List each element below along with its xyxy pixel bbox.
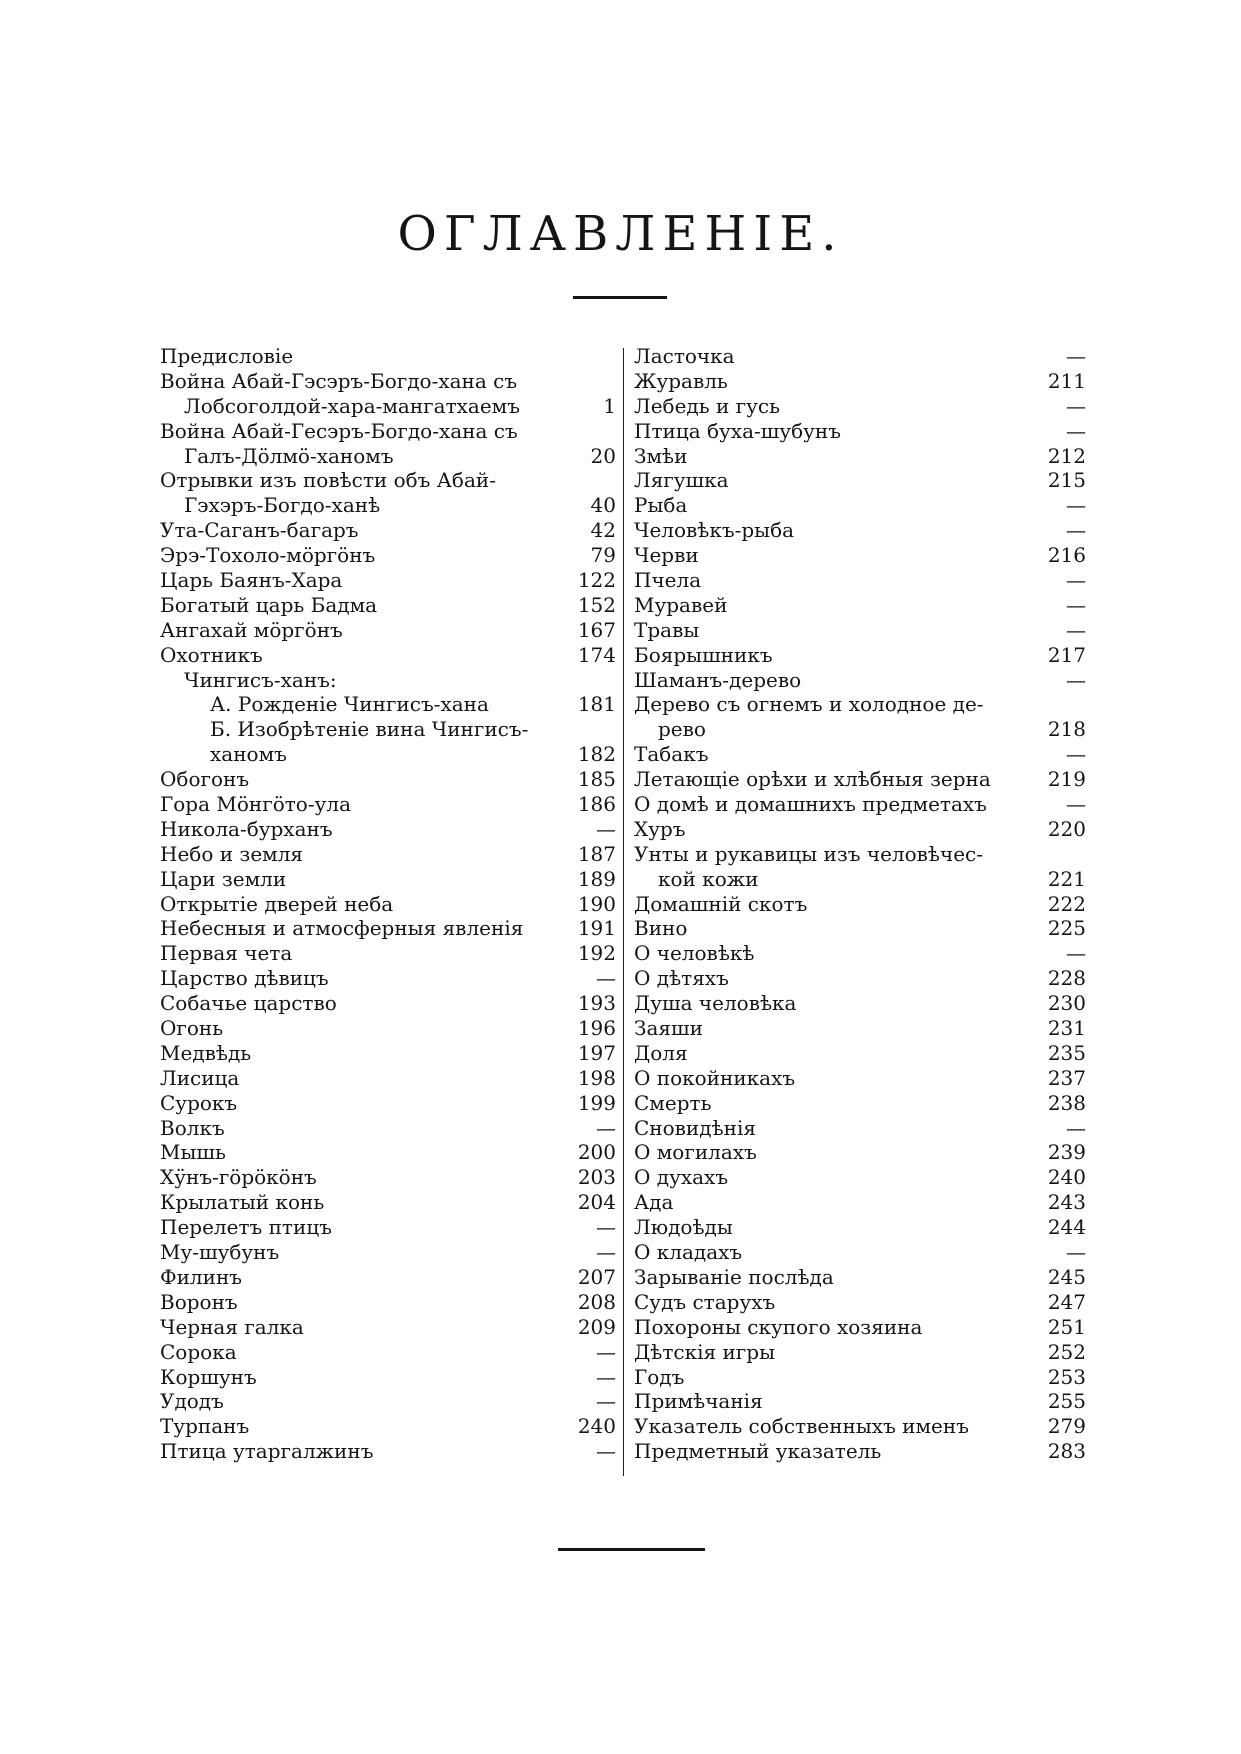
toc-entry-title: Лобсоголдой-хара-мангатхаемъ [184, 393, 520, 418]
toc-entry-page: 192 [577, 941, 616, 966]
toc-entry-title: Дѣтскiя игры [634, 1339, 775, 1364]
toc-entry-title: Удодъ [160, 1389, 224, 1414]
toc-entry-title: Богатый царь Бадма [160, 592, 378, 617]
toc-entry-page: — [596, 1115, 616, 1140]
toc-entry-page: 198 [577, 1065, 616, 1090]
toc-entry-title: Летающiе орѣхи и хлѣбныя зерна [634, 767, 991, 792]
toc-entry [160, 444, 616, 469]
toc-entry-page: 167 [577, 617, 616, 642]
toc-entry-title: Война Абай-Гесэръ-Богдо-хана съ [160, 418, 518, 443]
toc-entry [160, 1116, 616, 1141]
toc-entry-title: Судъ старухъ [634, 1289, 776, 1314]
toc-entry [160, 1439, 616, 1464]
toc-entry-page: 187 [577, 841, 616, 866]
toc-entry-title: Царь Баянъ-Хара [160, 568, 343, 592]
toc-entry-page: 253 [1047, 1364, 1086, 1389]
footer-rule [558, 1548, 705, 1551]
toc-entry-title: Смерть [634, 1090, 712, 1115]
toc-entry [160, 842, 616, 867]
toc-entry [634, 1389, 1086, 1414]
toc-entry-page: 209 [577, 1314, 616, 1339]
toc-entry [160, 1190, 616, 1215]
toc-entry-title: Домашнiй скотъ [634, 891, 808, 916]
toc-entry [634, 369, 1086, 394]
toc-entry [634, 742, 1086, 767]
toc-entry [160, 742, 616, 767]
toc-entry-page: 216 [1047, 543, 1086, 568]
toc-entry [160, 892, 616, 917]
toc-entry-page: 243 [1047, 1190, 1086, 1215]
toc-entry-title: Медвѣдь [160, 1040, 252, 1065]
toc-entry-page: — [1066, 667, 1086, 692]
toc-entry-title: Небо и земля [160, 841, 304, 866]
toc-entry-page: 182 [577, 742, 616, 767]
toc-entry-page: 200 [577, 1140, 616, 1165]
toc-entry-title: Доля [634, 1040, 688, 1065]
toc-entry [634, 1315, 1086, 1340]
toc-entry-title: Чингисъ-ханъ: [184, 667, 337, 692]
toc-entry-title: Коршунъ [160, 1364, 257, 1389]
toc-entry [634, 468, 1086, 493]
toc-entry-title: О кладахъ [634, 1240, 743, 1265]
toc-entry-page: 238 [1047, 1090, 1086, 1115]
toc-entry-page: — [1066, 493, 1086, 518]
toc-entry-page: 190 [577, 891, 616, 916]
toc-entry [634, 419, 1086, 444]
toc-entry-title: Предисловie [160, 343, 294, 368]
toc-entry-title: Лебедь и гусь [634, 393, 780, 418]
toc-entry-page: 251 [1047, 1314, 1086, 1339]
toc-entry-page: 79 [590, 543, 616, 568]
toc-entry-title: Охотникъ [160, 642, 263, 667]
toc-entry [160, 344, 616, 369]
toc-entry-title: Б. Изобрѣтенie вина Чингисъ- [210, 717, 529, 742]
toc-entry [160, 1041, 616, 1066]
toc-entry [160, 518, 616, 543]
toc-entry-title: Журавль [634, 368, 728, 393]
toc-entry-title: Собачье царство [160, 991, 337, 1016]
toc-entry-page: — [1066, 343, 1086, 368]
toc-entry [634, 1116, 1086, 1141]
toc-entry-title: Травы [634, 617, 700, 642]
toc-entry-title: Похороны скупого хозяина [634, 1314, 923, 1339]
toc-entry-page: — [596, 1439, 616, 1464]
toc-entry-title: Змѣи [634, 443, 688, 468]
toc-entry-page: — [596, 966, 616, 991]
toc-entry [160, 1265, 616, 1290]
toc-entry [634, 444, 1086, 469]
toc-entry-page: — [1066, 792, 1086, 817]
toc-entry-title: Людоѣды [634, 1215, 733, 1240]
toc-entry-title: Обогонъ [160, 767, 250, 792]
toc-entry-page: 186 [577, 792, 616, 817]
toc-entry-title: О покойникахъ [634, 1065, 796, 1090]
toc-entry-title: Табакъ [634, 742, 709, 767]
toc-entry-page: — [1066, 568, 1086, 592]
toc-entry [160, 966, 616, 991]
toc-entry-title: О домѣ и домашнихъ предметахъ [634, 792, 987, 817]
toc-entry-page: 196 [577, 1016, 616, 1041]
toc-entry-page: 122 [577, 568, 616, 592]
toc-entry-title: Черная галка [160, 1314, 304, 1339]
toc-entry [160, 394, 616, 419]
toc-entry-page: 235 [1047, 1040, 1086, 1065]
toc-entry-page: 244 [1047, 1215, 1086, 1240]
toc-entry-page: — [596, 1389, 616, 1414]
toc-entry-title: Хуръ [634, 816, 686, 841]
toc-entry [634, 543, 1086, 568]
toc-entry-page: 240 [1047, 1165, 1086, 1190]
toc-entry [160, 618, 616, 643]
toc-entry [634, 643, 1086, 668]
toc-entry-page: — [596, 816, 616, 841]
toc-entry-page: — [1066, 518, 1086, 543]
toc-entry [160, 1365, 616, 1390]
toc-entry [634, 344, 1086, 369]
toc-entry [160, 1240, 616, 1265]
toc-entry-title: Сновидѣнiя [634, 1115, 756, 1140]
toc-entry [160, 1016, 616, 1041]
toc-entry [634, 1290, 1086, 1315]
toc-entry [160, 1389, 616, 1414]
toc-entry-title: Рыба [634, 493, 688, 518]
toc-entry [634, 518, 1086, 543]
toc-entry [160, 991, 616, 1016]
toc-entry-title: Му-шубунъ [160, 1240, 280, 1265]
toc-entry [634, 817, 1086, 842]
toc-entry [160, 867, 616, 892]
toc-entry-page: 185 [577, 767, 616, 792]
toc-entry [634, 394, 1086, 419]
toc-entry [634, 1439, 1086, 1464]
toc-entry [634, 1340, 1086, 1365]
toc-entry [160, 593, 616, 618]
toc-entry-page: 237 [1047, 1065, 1086, 1090]
toc-entry [160, 941, 616, 966]
toc-entry [634, 1066, 1086, 1091]
toc-entry-title: О человѣкѣ [634, 941, 755, 966]
toc-entry-title: Первая чета [160, 941, 293, 966]
toc-entry [634, 842, 1086, 867]
toc-entry [634, 892, 1086, 917]
toc-entry-page: — [596, 1240, 616, 1265]
toc-entry-page: 197 [577, 1040, 616, 1065]
toc-entry-title: Никола-бурханъ [160, 816, 333, 841]
toc-entry-page: 189 [577, 866, 616, 891]
toc-entry [634, 692, 1086, 717]
toc-entry-page: 174 [577, 642, 616, 667]
toc-entry-title: Черви [634, 543, 699, 568]
toc-entry [634, 1016, 1086, 1041]
toc-entry [160, 1215, 616, 1240]
toc-entry-title: Боярышникъ [634, 642, 773, 667]
toc-entry-page: 207 [577, 1264, 616, 1289]
toc-entry-title: О могилахъ [634, 1140, 757, 1165]
toc-entry [634, 991, 1086, 1016]
page-title: ОГЛАВЛЕНIЕ. [397, 206, 844, 262]
toc-entry-page: 181 [577, 692, 616, 717]
toc-entry [634, 1240, 1086, 1265]
toc-entry [634, 1265, 1086, 1290]
toc-entry [634, 966, 1086, 991]
toc-entry-page: 193 [577, 991, 616, 1016]
toc-entry [634, 1165, 1086, 1190]
title-rule [573, 296, 667, 299]
toc-entry-title: Крылатый конь [160, 1190, 325, 1215]
toc-entry-title: Ангахай мӧргӧнъ [160, 617, 343, 642]
toc-entry [160, 692, 616, 717]
toc-entry [634, 941, 1086, 966]
toc-entry-page: — [1066, 941, 1086, 966]
toc-entry-title: Филинъ [160, 1264, 243, 1289]
toc-entry-page: 231 [1047, 1016, 1086, 1041]
toc-entry-page: — [1066, 1115, 1086, 1140]
toc-entry-title: Лисица [160, 1065, 240, 1090]
toc-entry [160, 916, 616, 941]
toc-entry [634, 1414, 1086, 1439]
toc-entry-page: 240 [577, 1414, 616, 1439]
toc-entry-title: Отрывки изъ повѣсти объ Абай- [160, 468, 496, 493]
toc-entry-page: — [1066, 393, 1086, 418]
toc-entry-title: Огонь [160, 1016, 224, 1041]
toc-entry-page: 222 [1047, 891, 1086, 916]
toc-entry-title: О дѣтяхъ [634, 966, 729, 991]
toc-entry-page: — [1066, 742, 1086, 767]
toc-entry-page: 255 [1047, 1389, 1086, 1414]
toc-entry-page: 40 [590, 493, 616, 518]
toc-entry-title: Птица буха-шубунъ [634, 418, 841, 443]
toc-entry [160, 1340, 616, 1365]
toc-entry [160, 419, 616, 444]
toc-entry [160, 717, 616, 742]
toc-entry-page: 203 [577, 1165, 616, 1190]
toc-entry-title: А. Рожденie Чингисъ-хана [210, 692, 489, 717]
toc-entry-page: 20 [590, 443, 616, 468]
toc-entry [160, 568, 616, 593]
toc-entry-title: рево [658, 717, 706, 742]
toc-entry [634, 767, 1086, 792]
toc-entry [634, 1041, 1086, 1066]
toc-entry [160, 1315, 616, 1340]
toc-entry [160, 493, 616, 518]
toc-entry-title: Ута-Саганъ-багаръ [160, 518, 359, 543]
toc-entry [160, 1414, 616, 1439]
toc-entry-page: — [1066, 418, 1086, 443]
toc-entry-title: Примѣчанiя [634, 1389, 763, 1414]
toc-entry [634, 1365, 1086, 1390]
toc-entry-title: Ада [634, 1190, 674, 1215]
toc-entry-page: 279 [1047, 1414, 1086, 1439]
toc-entry [160, 1165, 616, 1190]
toc-entry-page: — [1066, 1240, 1086, 1265]
toc-entry-page: — [1066, 617, 1086, 642]
toc-entry-title: кой кожи [658, 866, 759, 891]
toc-entry-title: Воронъ [160, 1289, 238, 1314]
toc-entry [634, 1091, 1086, 1116]
toc-left-column [160, 344, 616, 1464]
toc-entry-page: — [596, 1339, 616, 1364]
toc-entry [160, 1141, 616, 1166]
toc-entry-title: Годъ [634, 1364, 685, 1389]
toc-entry-page: 199 [577, 1090, 616, 1115]
toc-entry-title: Небесныя и атмосферныя явленiя [160, 916, 524, 941]
toc-entry [160, 767, 616, 792]
toc-entry [634, 1190, 1086, 1215]
toc-entry [160, 668, 616, 693]
toc-entry-page: 225 [1047, 916, 1086, 941]
toc-entry-page: 212 [1047, 443, 1086, 468]
toc-entry-title: Турпанъ [160, 1414, 250, 1439]
toc-entry-title: Душа человѣка [634, 991, 797, 1016]
toc-entry-page: 42 [590, 518, 616, 543]
toc-entry-title: Заяши [634, 1016, 703, 1041]
toc-entry-page: 239 [1047, 1140, 1086, 1165]
toc-entry-title: Дерево съ огнемъ и холодное де- [634, 692, 984, 717]
toc-entry-page: — [596, 1364, 616, 1389]
column-divider [623, 348, 624, 1476]
toc-entry [634, 792, 1086, 817]
toc-entry-page: 211 [1047, 368, 1086, 393]
toc-entry-title: О духахъ [634, 1165, 729, 1190]
toc-entry [634, 867, 1086, 892]
toc-entry-page: 208 [577, 1289, 616, 1314]
toc-entry-title: Птица утаргалжинъ [160, 1439, 374, 1464]
toc-entry-page: 215 [1047, 468, 1086, 493]
toc-entry [160, 643, 616, 668]
toc-entry [634, 1215, 1086, 1240]
toc-entry [160, 543, 616, 568]
toc-entry-title: Ласточка [634, 343, 735, 368]
toc-entry [634, 916, 1086, 941]
toc-entry-title: Указатель собственныхъ именъ [634, 1414, 969, 1439]
toc-entry-title: Сурокъ [160, 1090, 238, 1115]
toc-entry [160, 369, 616, 394]
toc-entry [634, 493, 1086, 518]
toc-entry-title: Гэхэръ-Богдо-ханѣ [184, 493, 381, 518]
toc-entry [160, 468, 616, 493]
toc-entry-title: Цари земли [160, 866, 287, 891]
toc-entry [634, 593, 1086, 618]
toc-entry-title: Вино [634, 916, 688, 941]
toc-entry-title: Царство дѣвицъ [160, 966, 329, 991]
toc-entry-page: 245 [1047, 1264, 1086, 1289]
toc-entry-title: Зарыванie послѣда [634, 1264, 834, 1289]
toc-entry [634, 717, 1086, 742]
toc-entry-title: Гора Мӧнгӧто-ула [160, 792, 351, 817]
toc-entry-page: 221 [1047, 866, 1086, 891]
toc-entry-page: 217 [1047, 642, 1086, 667]
toc-entry [634, 1141, 1086, 1166]
toc-entry-title: Эрэ-Тохоло-мӧргӧнъ [160, 543, 376, 568]
toc-entry [160, 792, 616, 817]
toc-entry-page: 191 [577, 916, 616, 941]
toc-entry-title: Муравей [634, 592, 728, 617]
toc-entry [634, 668, 1086, 693]
toc-entry-page: — [1066, 592, 1086, 617]
toc-right-column [634, 344, 1086, 1464]
toc-entry-page: 220 [1047, 816, 1086, 841]
toc-entry-title: Пчела [634, 568, 702, 592]
toc-entry [160, 1290, 616, 1315]
toc-entry-title: Мышь [160, 1140, 226, 1165]
toc-entry-page: 230 [1047, 991, 1086, 1016]
toc-entry-title: Волкъ [160, 1115, 225, 1140]
toc-entry-page: 152 [577, 592, 616, 617]
toc-entry-title: Человѣкъ-рыба [634, 518, 795, 543]
toc-entry-title: Лягушка [634, 468, 729, 493]
toc-entry-page: 247 [1047, 1289, 1086, 1314]
toc-entry-title: Хӱнъ-гӧрӧкӧнъ [160, 1165, 317, 1190]
toc-entry-page: 252 [1047, 1339, 1086, 1364]
toc-entry-title: Предметный указатель [634, 1439, 882, 1464]
toc-entry-title: Галъ-Дӧлмӧ-ханомъ [184, 443, 394, 468]
toc-entry-title: Война Абай-Гэсэръ-Богдо-хана съ [160, 368, 518, 393]
toc-entry-page: 228 [1047, 966, 1086, 991]
toc-entry-page: 283 [1047, 1439, 1086, 1464]
toc-entry [160, 1091, 616, 1116]
toc-entry-title: ханомъ [210, 742, 287, 767]
toc-entry [634, 618, 1086, 643]
toc-entry-title: Сорока [160, 1339, 237, 1364]
toc-entry-page: 218 [1047, 717, 1086, 742]
toc-entry-page: 204 [577, 1190, 616, 1215]
toc-entry-title: Унты и рукавицы изъ человѣчес- [634, 841, 983, 866]
toc-entry [634, 568, 1086, 593]
toc-entry-page: — [596, 1215, 616, 1240]
toc-entry [160, 817, 616, 842]
toc-entry [160, 1066, 616, 1091]
toc-entry-title: Открытie дверей неба [160, 891, 394, 916]
toc-entry-page: 219 [1047, 767, 1086, 792]
toc-entry-title: Шаманъ-дерево [634, 667, 802, 692]
toc-entry-page: 1 [603, 393, 616, 418]
toc-entry-title: Перелетъ птицъ [160, 1215, 332, 1240]
